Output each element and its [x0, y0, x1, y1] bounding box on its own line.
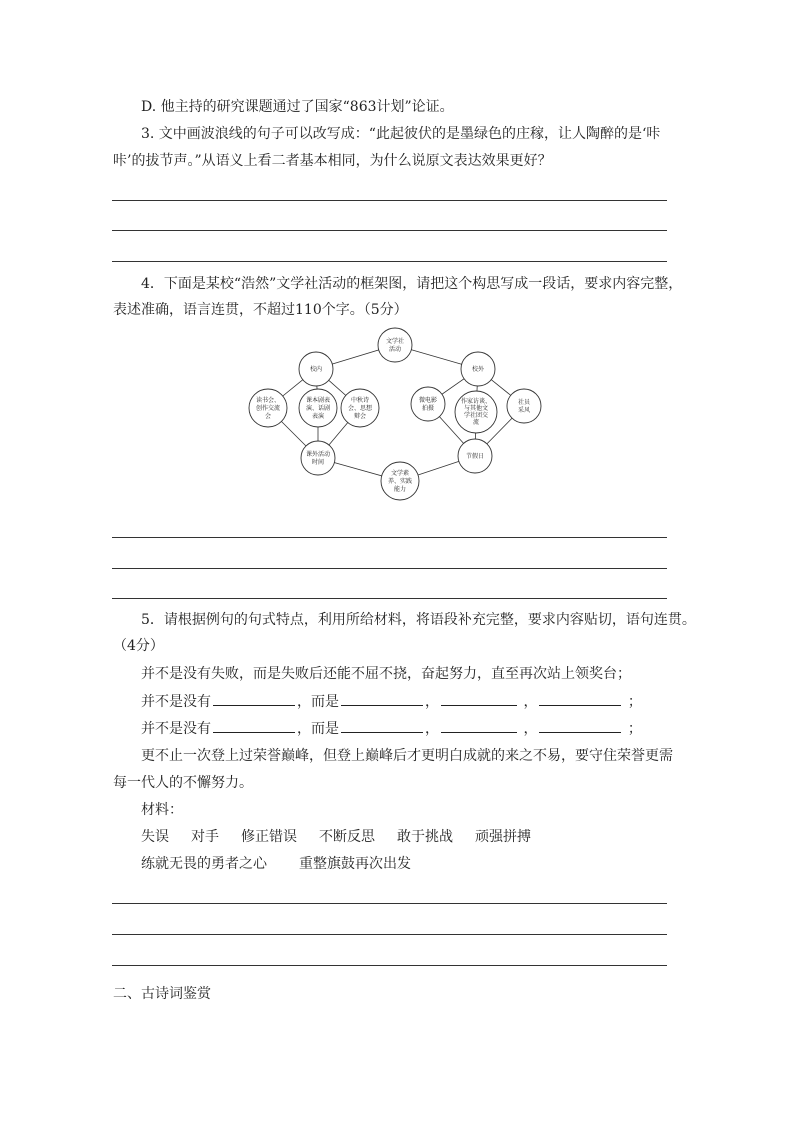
node-extracurricular: [301, 441, 335, 475]
blank-field[interactable]: [213, 717, 295, 733]
label-recite-3: 辩会: [353, 413, 367, 420]
label-literacy-2: 养、实践: [387, 478, 413, 485]
fill-prefix: 并不是没有: [141, 721, 211, 737]
blank-field[interactable]: [341, 690, 423, 706]
material-item: 修正错误: [241, 829, 297, 845]
comma: ，: [425, 721, 439, 737]
q5-example: 并不是没有失败，而是失败后还能不屈不挠，奋起努力，直至再次站上领奖台；: [141, 666, 631, 682]
answer-line: [112, 568, 667, 569]
q5-line2: （4分）: [113, 638, 164, 654]
label-extra-1: 课外活动: [305, 451, 331, 458]
node-society: [507, 389, 541, 423]
node-movie: [411, 387, 445, 421]
label-exchange-4: 流: [472, 419, 480, 426]
q4-line2: 表述准确，语言连贯，不超过110个字。（5分）: [113, 302, 408, 318]
q4-line1: 4．下面是某校“浩然”文学社活动的框架图，请把这个构思写成一段话，要求内容完整，: [141, 276, 683, 292]
q5-ending-1: 更不止一次登上过荣誉巅峰，但登上巅峰后才更明白成就的来之不易，要守住荣誉更需: [141, 748, 673, 764]
label-top-1: 文学社: [385, 338, 405, 345]
label-society-2: 采风: [517, 407, 531, 414]
comma: ，: [425, 694, 439, 710]
fill-mid: ，而是: [297, 721, 339, 737]
material-item: 不断反思: [319, 829, 375, 845]
answer-line: [112, 965, 667, 966]
q3-line2: 咔’的拔节声。”从语义上看二者基本相同，为什么说原文表达效果更好？: [113, 153, 552, 169]
label-school-in: 校内: [309, 366, 323, 373]
label-read-1: 读书会、: [255, 397, 281, 404]
label-recite-2: 会、思想: [347, 405, 373, 412]
material-item: 练就无畏的勇者之心: [141, 856, 267, 872]
fill-mid: ，而是: [297, 694, 339, 710]
label-exchange-3: 学社团交: [463, 412, 489, 419]
label-literacy-3: 能力: [393, 486, 407, 493]
label-drama-2: 演、话剧: [305, 405, 331, 412]
answer-line: [112, 934, 667, 935]
q5-fill-row-2: [141, 717, 642, 738]
blank-field[interactable]: [441, 717, 517, 733]
blank-field[interactable]: [213, 690, 295, 706]
material-item: 失误: [141, 829, 169, 845]
label-holiday: 节假日: [465, 453, 485, 460]
answer-line: [112, 598, 667, 599]
label-exchange-2: 与其他文: [463, 405, 489, 412]
label-read-3: 会: [264, 413, 272, 420]
semicolon: ；: [627, 694, 642, 710]
label-read-2: 创作交流: [255, 405, 281, 412]
fill-prefix: 并不是没有: [141, 694, 211, 710]
label-exchange-1: 作家访谈、: [460, 398, 492, 405]
comma: ，: [523, 694, 538, 710]
material-item: 敢于挑战: [397, 829, 453, 845]
option-d: D. 他主持的研究课题通过了国家“863计划”论证。: [141, 99, 454, 115]
blank-field[interactable]: [341, 717, 423, 733]
material-item: 对手: [191, 829, 219, 845]
label-movie-1: 微电影: [418, 397, 438, 404]
label-drama-1: 课本剧表: [305, 397, 331, 404]
label-extra-2: 时间: [311, 459, 325, 466]
materials-row-1: [141, 826, 553, 846]
label-top-2: 活动: [388, 346, 402, 353]
label-movie-2: 拍摄: [421, 405, 435, 412]
q5-fill-row-1: [141, 690, 642, 711]
comma: ，: [523, 721, 538, 737]
materials-row-2: [141, 853, 433, 873]
answer-line: [112, 903, 667, 904]
blank-field[interactable]: [539, 717, 621, 733]
semicolon: ；: [627, 721, 642, 737]
q3-line1: 3. 文中画波浪线的句子可以改写成：“此起彼伏的是墨绿色的庄稼，让人陶醉的是‘咔: [141, 126, 661, 142]
blank-field[interactable]: [539, 690, 621, 706]
label-society-1: 社员: [517, 399, 531, 406]
answer-line: [112, 537, 667, 538]
q5-ending-2: 每一代人的不懈努力。: [113, 775, 253, 791]
label-school-out: 校外: [471, 366, 485, 373]
node-literary-activity: [378, 328, 412, 362]
section-title: 二、古诗词鉴赏: [113, 986, 211, 1002]
material-item: 重整旗鼓再次出发: [299, 856, 411, 872]
q5-line1: 5．请根据例句的句式特点，利用所给材料，将语段补充完整，要求内容贴切，语句连贯。: [141, 612, 696, 628]
material-item: 顽强拼搏: [475, 829, 531, 845]
material-label: 材料：: [141, 802, 183, 818]
label-recite-1: 中秋诗: [350, 397, 370, 404]
blank-field[interactable]: [441, 690, 517, 706]
label-literacy-1: 文学素: [390, 470, 410, 477]
label-drama-3: 表演: [311, 413, 325, 420]
